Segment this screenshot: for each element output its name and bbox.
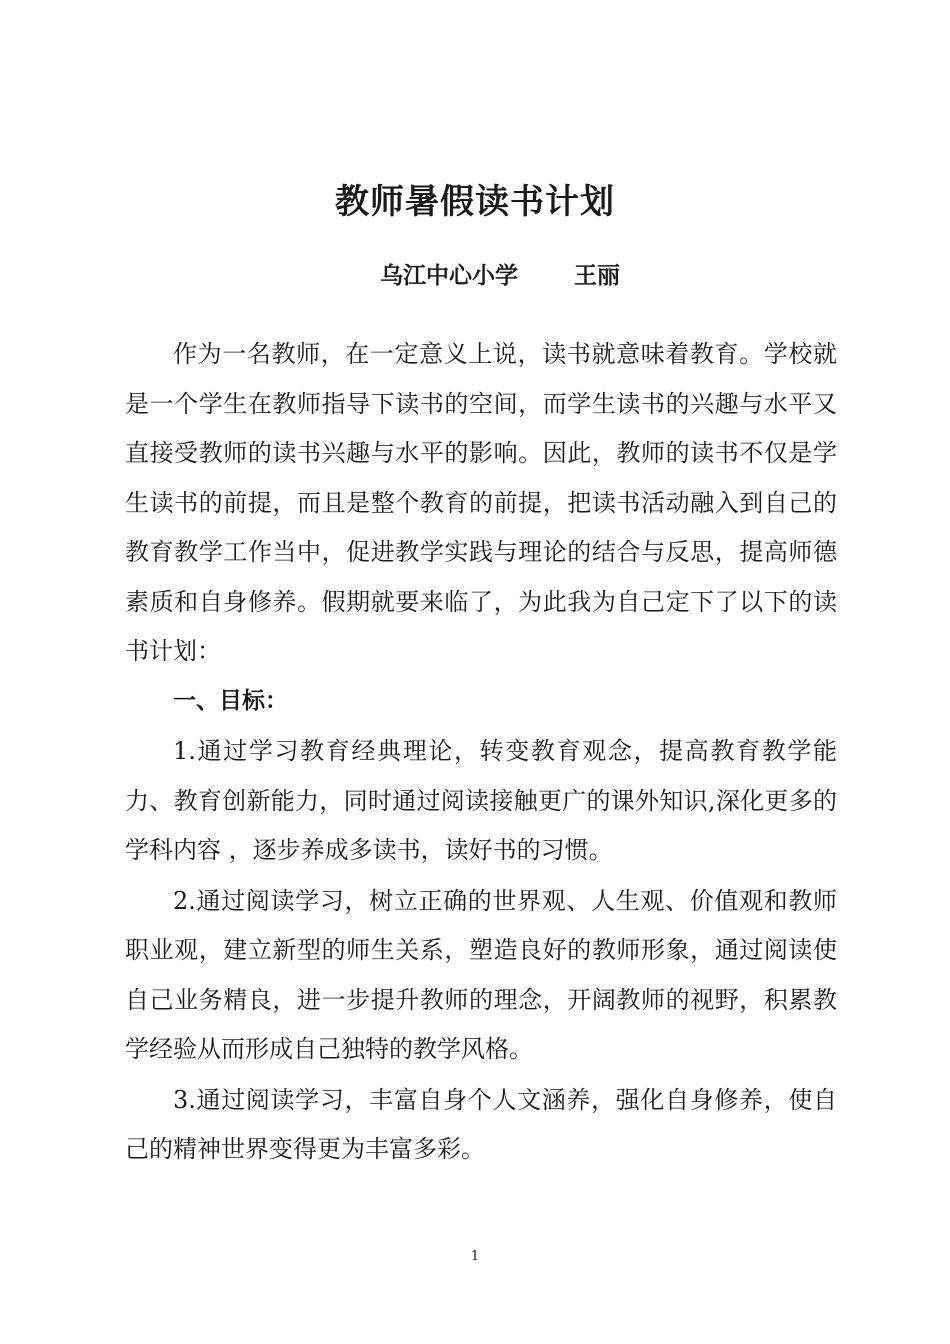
goal-item-2: 2.通过阅读学习，树立正确的世界观、人生观、价值观和教师职业观，建立新型的师生关系，塑造良好的教师形象，通过阅读使自己业务精良，进一步提升教师的理念，开阔教师的视野，积累教学经验从而形成自己独特的教学风格。 <box>125 886 837 1063</box>
page-number: 1 <box>470 1249 480 1264</box>
school-name: 乌江中心小学 <box>380 263 518 289</box>
document-title: 教师暑假读书计划 <box>335 182 615 222</box>
goal-item-1: 1.通过学习教育经典理论，转变教育观念，提高教育教学能力、教育创新能力，同时通过阅读接触更广的课外知识,深化更多的学科内容 ，逐步养成多读书，读好书的习惯。 <box>125 737 837 864</box>
goal-item-3: 3.通过阅读学习，丰富自身个人文涵养，强化自身修养，使自己的精神世界变得更为丰富多彩。 <box>125 1085 837 1163</box>
section-heading: 一、目标： <box>173 687 288 714</box>
author-name: 王丽 <box>574 263 620 289</box>
document-body <box>125 330 837 1175</box>
author-line <box>0 256 950 296</box>
intro-paragraph: 作为一名教师，在一定意义上说，读书就意味着教育。学校就是一个学生在教师指导下读书的空间，而学生读书的兴趣与水平又直接受教师的读书兴趣与水平的影响。因此，教师的读书不仅是学生读书的前提，而且是整个教育的前提，把读书活动融入到自己的教育教学工作当中，促进教学实践与理论的结合与反思，提高师德素质和自身修养。假期就要来临了，为此我为自己定下了以下的读书计划： <box>125 340 837 665</box>
